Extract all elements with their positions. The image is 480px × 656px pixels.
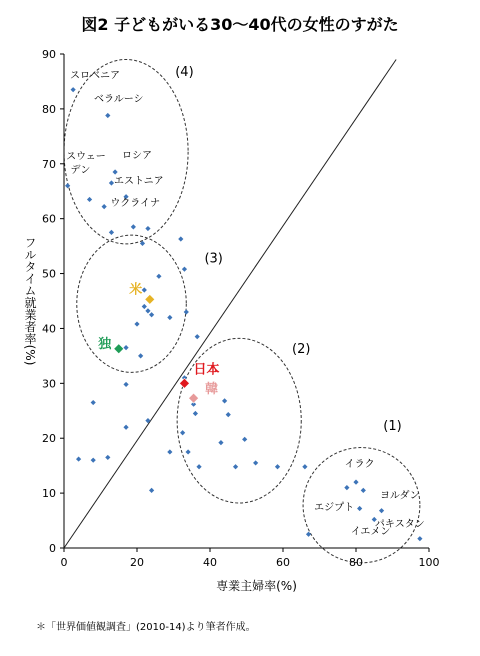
- data-point: [91, 458, 96, 463]
- data-point: [76, 456, 81, 461]
- y-tick-label: 50: [42, 267, 56, 281]
- x-tick-label: 40: [203, 556, 217, 569]
- x-tick-label: 100: [418, 556, 440, 569]
- data-point: [102, 204, 107, 209]
- data-point: [123, 425, 128, 430]
- reference-diagonal-line: [64, 59, 396, 548]
- data-point: [195, 334, 200, 339]
- data-point: [193, 411, 198, 416]
- data-point: [138, 353, 143, 358]
- data-point: [142, 287, 147, 292]
- country-label: エストニア: [114, 176, 164, 188]
- country-label: デン: [70, 165, 91, 177]
- country-label: パキスタン: [374, 519, 425, 531]
- country-label: スウェー: [66, 151, 106, 163]
- group-label: (4): [175, 64, 194, 80]
- highlight-label: 日本: [193, 362, 220, 378]
- data-point: [91, 400, 96, 405]
- data-point: [379, 508, 384, 513]
- data-point: [253, 460, 258, 465]
- highlight-label: 独: [98, 336, 112, 352]
- country-label: ロシア: [122, 150, 152, 162]
- data-point: [105, 113, 110, 118]
- data-point: [167, 315, 172, 320]
- data-point: [233, 464, 238, 469]
- x-tick-label: 0: [60, 556, 68, 569]
- y-tick-label: 60: [42, 212, 56, 226]
- data-point: [275, 464, 280, 469]
- data-point: [109, 230, 114, 235]
- data-point: [149, 488, 154, 493]
- x-tick-label: 20: [130, 556, 144, 569]
- y-tick-label: 30: [42, 377, 56, 391]
- country-label: エジプト: [314, 502, 355, 514]
- chart-title: 図2 子どもがいる30〜40代の女性のすがた: [81, 15, 399, 34]
- country-label: イラク: [344, 458, 375, 470]
- x-axis-label: 専業主婦率(%): [216, 579, 297, 593]
- data-point: [134, 321, 139, 326]
- y-axis-label: フルタイム就業者率(%): [23, 236, 37, 366]
- data-point: [226, 412, 231, 417]
- y-tick-label: 0: [49, 542, 56, 555]
- x-tick-label: 80: [349, 556, 363, 569]
- group-label: (2): [292, 342, 311, 358]
- data-point: [142, 304, 147, 309]
- data-point: [353, 480, 358, 485]
- highlight-point: [145, 294, 155, 304]
- data-point: [306, 532, 311, 537]
- data-point: [196, 464, 201, 469]
- data-point: [131, 224, 136, 229]
- data-points: [65, 87, 422, 541]
- data-point: [145, 308, 150, 313]
- data-point: [145, 226, 150, 231]
- axes: [64, 54, 429, 548]
- data-point: [149, 312, 154, 317]
- y-tick-label: 40: [42, 322, 56, 336]
- data-point: [344, 485, 349, 490]
- group-ellipse: [77, 235, 187, 372]
- highlight-point: [114, 344, 124, 354]
- highlight-point: [189, 393, 199, 403]
- country-labels: [66, 71, 425, 538]
- country-label: イエメン: [350, 526, 391, 538]
- group-label: (1): [383, 418, 402, 434]
- x-tick-label: 60: [276, 556, 290, 569]
- data-point: [178, 236, 183, 241]
- y-tick-label: 80: [42, 102, 56, 116]
- data-point: [361, 488, 366, 493]
- group-ellipses: [64, 59, 420, 562]
- country-label: ヨルダン: [379, 490, 420, 502]
- group-label: (3): [204, 251, 223, 267]
- data-point: [184, 309, 189, 314]
- data-point: [182, 267, 187, 272]
- data-point: [113, 169, 118, 174]
- country-label: スロベニア: [70, 70, 121, 82]
- highlight-label: 米: [129, 282, 143, 298]
- data-point: [186, 449, 191, 454]
- y-tick-label: 10: [42, 487, 56, 501]
- y-tick-label: 20: [42, 432, 56, 446]
- data-point: [156, 274, 161, 279]
- country-label: ウクライナ: [110, 198, 161, 210]
- data-point: [417, 536, 422, 541]
- data-point: [65, 183, 70, 188]
- y-tick-label: 90: [42, 48, 56, 61]
- highlight-points: [97, 281, 219, 403]
- data-point: [167, 449, 172, 454]
- highlight-point: [179, 378, 189, 388]
- data-point: [222, 398, 227, 403]
- highlight-label: 韓: [205, 382, 219, 398]
- country-label: ベラルーシ: [94, 93, 144, 105]
- data-point: [123, 382, 128, 387]
- data-point: [87, 197, 92, 202]
- source-footnote: ＊「世界価値観調査」(2010-14)より筆者作成。: [36, 622, 256, 633]
- y-tick-label: 70: [42, 157, 56, 171]
- data-point: [218, 440, 223, 445]
- data-point: [302, 464, 307, 469]
- data-point: [105, 455, 110, 460]
- data-point: [357, 506, 362, 511]
- data-point: [180, 430, 185, 435]
- data-point: [123, 345, 128, 350]
- data-point: [242, 437, 247, 442]
- data-point: [71, 87, 76, 92]
